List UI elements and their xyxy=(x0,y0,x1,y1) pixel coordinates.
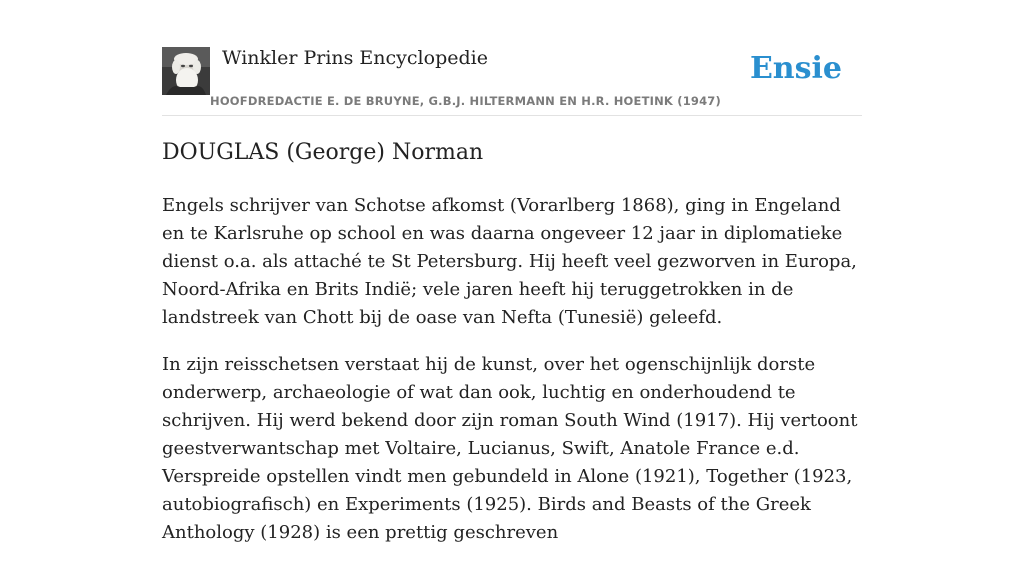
brand-logo[interactable]: Ensie xyxy=(749,51,842,86)
entry-body xyxy=(162,192,864,566)
entry-paragraph: Engels schrijver van Schotse afkomst (Vorarlberg 1868), ging in Engeland en te Karlsruhe op school en was daarna ongeveer 12 jaar in diplomatieke dienst o.a. als attaché te St Petersburg. Hij heeft veel gezworven in Europa, Noord-Afrika en Brits Indië; vele jaren heeft hij teruggetrokken in de landstreek van Chott bij de oase van Nefta (Tunesië) geleefd. xyxy=(162,195,857,328)
entry-title: DOUGLAS (George) Norman xyxy=(162,140,484,165)
avatar[interactable] xyxy=(162,47,210,95)
site-header xyxy=(162,46,862,116)
entry-paragraph: In zijn reisschetsen verstaat hij de kunst, over het ogenschijnlijk dorste onderwerp, archaeologie of wat dan ook, luchtig en onderhoudend te schrijven. Hij werd bekend door zijn roman South Wind (1917). Hij vertoont geestverwantschap met Voltaire, Lucianus, Swift, Anatole France e.d. Verspreide opstellen vindt men gebundeld in Alone (1921), Together (1923, autobiografisch) en Experiments (1925). Birds and Beasts of the Greek Anthology (1928) is een prettig geschreven xyxy=(162,354,858,543)
portrait-photo-icon xyxy=(162,47,210,95)
site-title[interactable]: Winkler Prins Encyclopedie xyxy=(222,47,488,69)
editors-credit: HOOFDREDACTIE E. DE BRUYNE, G.B.J. HILTERMANN EN H.R. HOETINK (1947) xyxy=(210,94,721,108)
